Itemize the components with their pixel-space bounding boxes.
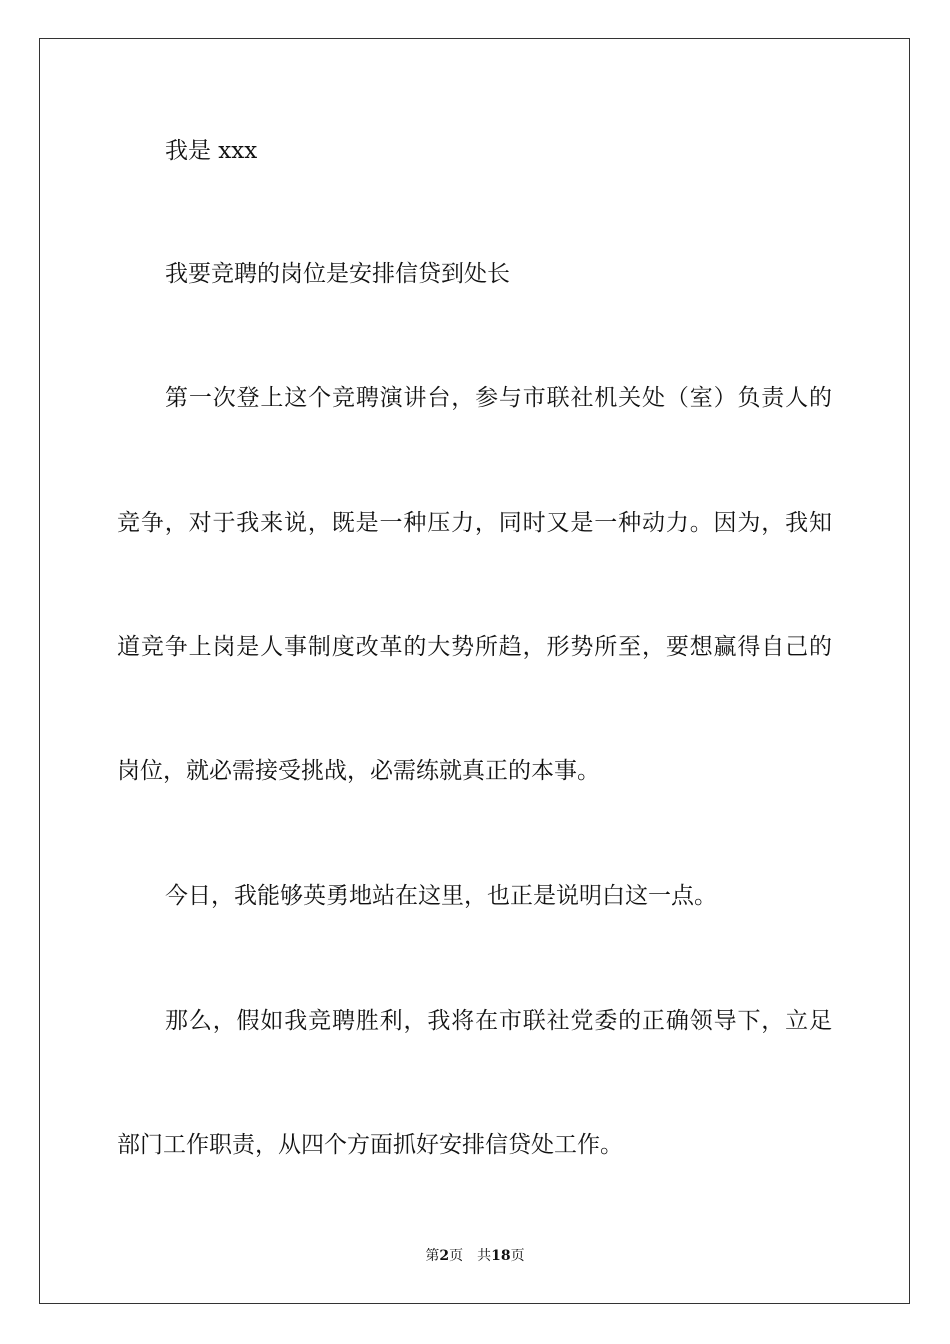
paragraph-line: 我是 xxx [165, 138, 258, 164]
paragraph-line: 第一次登上这个竞聘演讲台，参与市联社机关处（室）负责人的 [165, 385, 832, 411]
paragraph-line: 那么，假如我竞聘胜利，我将在市联社党委的正确领导下，立足 [165, 1008, 832, 1034]
paragraph-line: 道竞争上岗是人事制度改革的大势所趋，形势所至，要想赢得自己的 [117, 634, 832, 660]
page-number: 2 [439, 1248, 450, 1264]
total-label-prefix: 共 [477, 1248, 492, 1264]
paragraph-line: 岗位，就必需接受挑战，必需练就真正的本事。 [117, 758, 600, 784]
page-border [39, 38, 910, 1304]
paragraph-line: 部门工作职责，从四个方面抓好安排信贷处工作。 [117, 1132, 623, 1158]
paragraph-line: 竞争，对于我来说，既是一种压力，同时又是一种动力。因为，我知 [117, 510, 832, 536]
page-footer [0, 1247, 950, 1265]
page-label-suffix: 页 [449, 1248, 464, 1264]
paragraph-line: 我要竞聘的岗位是安排信贷到处长 [165, 261, 510, 287]
total-pages: 18 [491, 1248, 511, 1264]
paragraph-line: 今日，我能够英勇地站在这里，也正是说明白这一点。 [165, 883, 717, 909]
page-label-prefix: 第 [425, 1248, 440, 1264]
total-label-suffix: 页 [510, 1248, 525, 1264]
